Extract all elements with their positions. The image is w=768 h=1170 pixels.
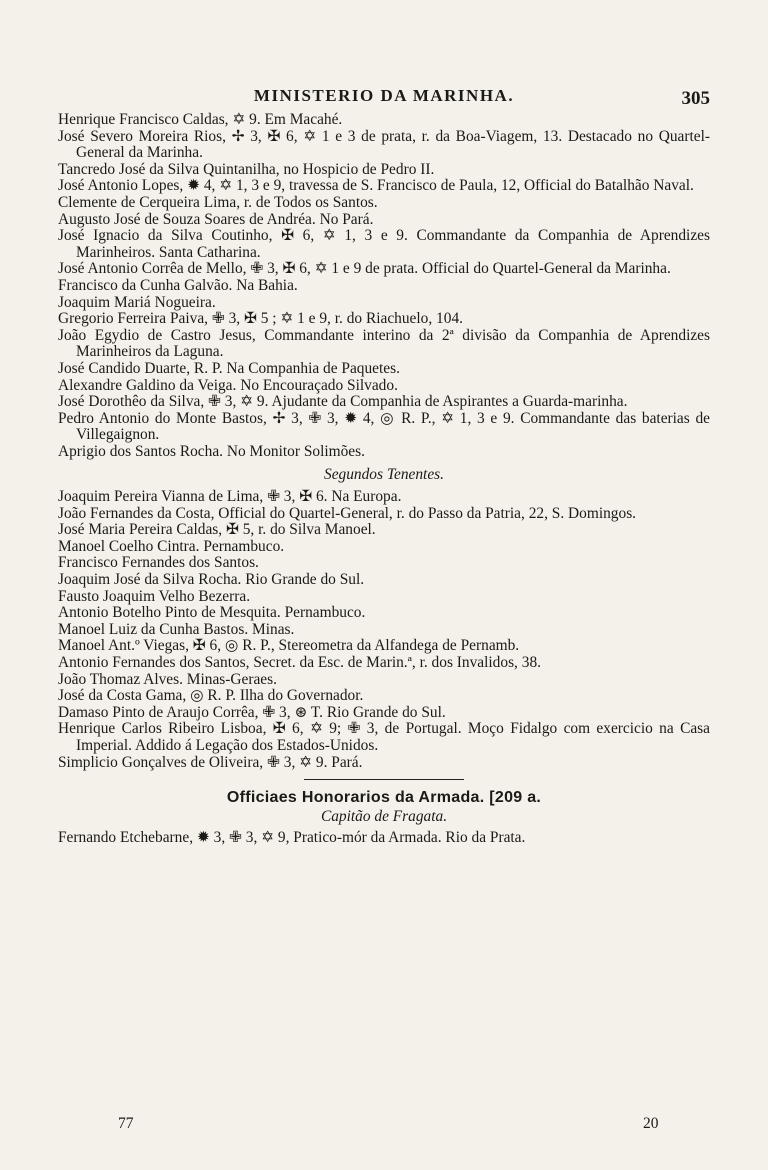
entry: Alexandre Galdino da Veiga. No Encouraçado Silvado. [58,376,398,394]
entry: José Dorothêo da Silva, ✙ 3, ✡ 9. Ajudante da Companhia de Aspirantes a Guarda-marinha. [58,393,628,411]
entry: Antonio Botelho Pinto de Mesquita. Pernambuco. [58,604,366,622]
entry: João Fernandes da Costa, Official do Quartel-General, r. do Passo da Patria, 22, S. Domingos. [58,504,637,522]
entry: Henrique Francisco Caldas, ✡ 9. Em Macahé. [58,111,343,128]
entry: José da Costa Gama, ◎ R. P. Ilha do Governador. [58,687,364,705]
section-heading-capitao-de-fragata: Capitão de Fragata. [320,807,448,825]
entry: Augusto José de Souza Soares de Andréa. No Pará. [58,210,374,228]
entry: Manoel Luiz da Cunha Bastos. Minas. [58,620,295,638]
entry: Damaso Pinto de Araujo Corrêa, ✙ 3, ⊛ T. Rio Grande do Sul. [58,703,446,721]
entry: Joaquim José da Silva Rocha. Rio Grande do Sul. [58,571,365,589]
entry: Manoel Ant.º Viegas, ✠ 6, ◎ R. P., Stereometra da Alfandega de Pernamb. [58,637,520,655]
entry: João Thomaz Alves. Minas-Geraes. [58,670,277,688]
entry: Simplicio Gonçalves de Oliveira, ✙ 3, ✡ 9. Pará. [58,753,363,771]
section-heading-segundos-tenentes: Segundos Tenentes. [324,466,444,484]
page-body [58,112,710,847]
entry: Manoel Coelho Cintra. Pernambuco. [58,537,285,555]
entry: Joaquim Pereira Vianna de Lima, ✙ 3, ✠ 6. Na Europa. [58,488,402,506]
entries-segundos-tenentes [58,489,710,771]
section-heading-officiaes-honorarios: Officiaes Honorarios da Armada. [209 a. [226,789,542,807]
entry: Pedro Antonio do Monte Bastos, ✢ 3, ✙ 3, ✹ 4, ◎ R. P., ✡ 1, 3 e 9. Commandante das baterias de Villegaignon. [58,409,710,444]
entry: João Egydio de Castro Jesus, Commandante interino da 2ª divisão da Companhia de Aprendizes Marinheiros da Laguna. [58,326,710,361]
entry: Antonio Fernandes dos Santos, Secret. da Esc. de Marin.ª, r. dos Invalidos, 38. [58,654,541,671]
section-divider [304,779,464,780]
footer-signature-left: 77 [118,1115,134,1132]
entry: José Ignacio da Silva Coutinho, ✠ 6, ✡ 1, 3 e 9. Commandante da Companhia de Aprendizes Marinheiros. Santa Catharina. [58,227,710,261]
entry: Fernando Etchebarne, ✹ 3, ✙ 3, ✡ 9, Pratico-mór da Armada. Rio da Prata. [58,829,526,847]
entry: Francisco da Cunha Galvão. Na Bahia. [58,276,298,294]
entry: José Candido Duarte, R. P. Na Companhia de Paquetes. [58,359,400,377]
entry: José Antonio Corrêa de Mello, ✙ 3, ✠ 6, ✡ 1 e 9 de prata. Official do Quartel-General da Marinha. [58,260,671,278]
entry: José Antonio Lopes, ✹ 4, ✡ 1, 3 e 9, travessa de S. Francisco de Paula, 12, Official do Batalhão Naval. [58,177,694,195]
entries-capitao-de-fragata [58,830,710,847]
entry: José Maria Pereira Caldas, ✠ 5, r. do Silva Manoel. [58,521,376,539]
page-title: MINISTERIO DA MARINHA. [253,86,515,105]
entry: Joaquim Mariá Nogueira. [58,293,216,311]
page-number: 305 [681,88,710,109]
entry: Aprigio dos Santos Rocha. No Monitor Solimões. [58,442,365,460]
entries-primeiros-tenentes [58,112,710,460]
entry: Fausto Joaquim Velho Bezerra. [58,587,251,605]
entry: Henrique Carlos Ribeiro Lisboa, ✠ 6, ✡ 9; ✙ 3, de Portugal. Moço Fidalgo com exercicio na Casa Imperial. Addido á Legação dos Estados-Unidos. [58,720,710,754]
entry: Tancredo José da Silva Quintanilha, no Hospicio de Pedro II. [58,160,435,178]
entry: Clemente de Cerqueira Lima, r. de Todos os Santos. [58,193,378,211]
entry: Francisco Fernandes dos Santos. [58,554,259,572]
footer-signature-right: 20 [643,1115,659,1132]
entry: Gregorio Ferreira Paiva, ✙ 3, ✠ 5 ; ✡ 1 e 9, r. do Riachuelo, 104. [58,310,463,328]
entry: José Severo Moreira Rios, ✢ 3, ✠ 6, ✡ 1 e 3 de prata, r. da Boa-Viagem, 13. Destacado no Quartel-General da Marinha. [58,127,710,162]
